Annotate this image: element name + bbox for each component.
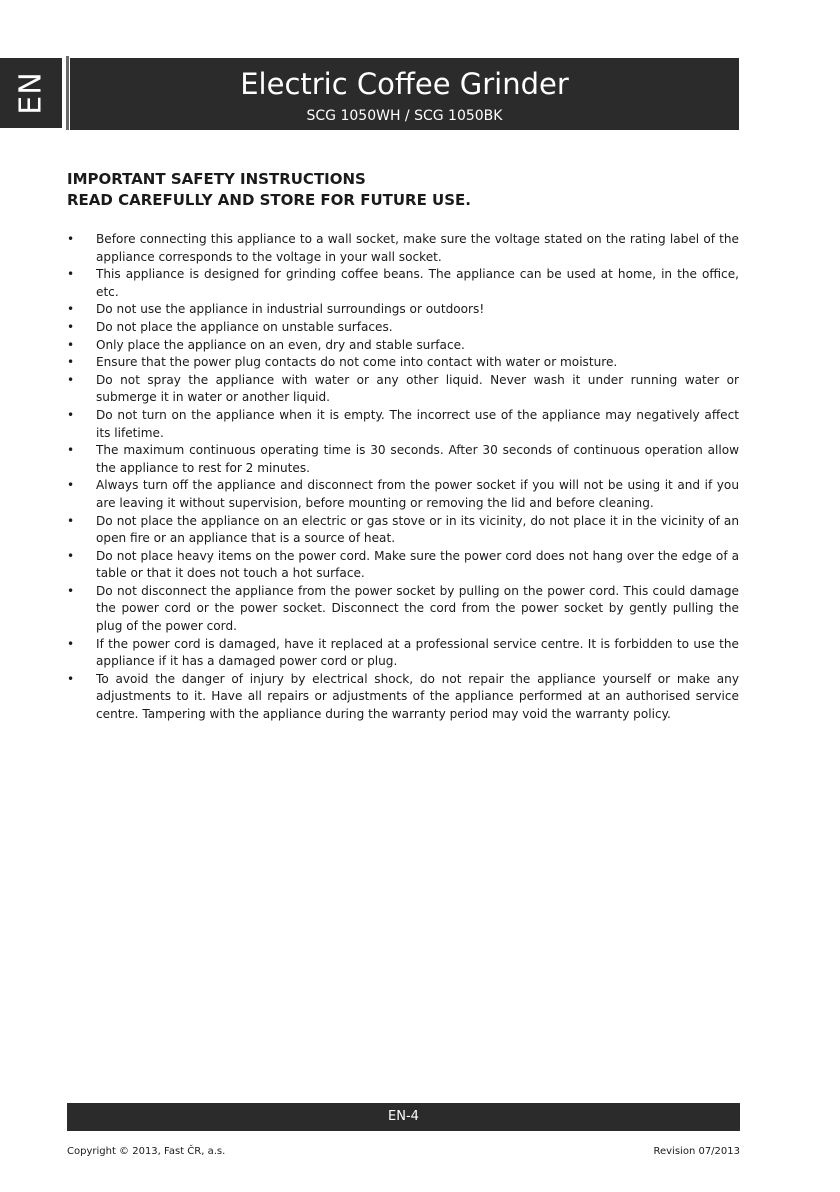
safety-instructions <box>67 169 739 724</box>
list-item-text: Before connecting this appliance to a wall socket, make sure the voltage stated on the rating label of the appliance corresponds to the voltage in your wall socket. <box>96 232 739 264</box>
list-item <box>67 301 739 319</box>
list-item-text: If the power cord is damaged, have it replaced at a professional service centre. It is forbidden to use the appliance if it has a damaged power cord or plug. <box>96 636 739 669</box>
list-item <box>67 671 739 724</box>
list-item <box>67 636 739 671</box>
bullet-icon: • <box>67 355 75 370</box>
heading-read-carefully: READ CAREFULLY AND STORE FOR FUTURE USE. <box>67 191 471 209</box>
list-item-text: Always turn off the appliance and disconnect from the power socket if you will not be using it and if you are leaving it without supervision, before mounting or removing the lid and before cleaning. <box>96 478 739 510</box>
list-item <box>67 583 739 636</box>
list-item-text: Do not place the appliance on unstable surfaces. <box>96 319 393 334</box>
bullet-icon: • <box>67 478 75 493</box>
list-item <box>67 477 739 512</box>
bullet-icon: • <box>67 636 75 651</box>
list-item <box>67 372 739 407</box>
list-item <box>67 548 739 583</box>
list-item <box>67 407 739 442</box>
page-number: EN-4 <box>388 1109 419 1124</box>
list-item <box>67 266 739 301</box>
list-item-text: This appliance is designed for grinding coffee beans. The appliance can be used at home, in the office, etc. <box>96 267 739 299</box>
instruction-list <box>67 231 739 724</box>
bullet-icon: • <box>67 337 75 352</box>
revision-label: Revision 07/2013 <box>653 1146 740 1157</box>
list-item-text: Do not place heavy items on the power cord. Make sure the power cord does not hang over the edge of a table or that it does not touch a hot surface. <box>96 548 739 581</box>
list-item <box>67 231 739 266</box>
list-item <box>67 354 739 372</box>
list-item-text: Do not spray the appliance with water or any other liquid. Never wash it under running water or submerge it in water or another liquid. <box>96 372 739 405</box>
bullet-icon: • <box>67 232 75 246</box>
list-item-text: The maximum continuous operating time is 30 seconds. After 30 seconds of continuous operation allow the appliance to rest for 2 minutes. <box>96 443 739 475</box>
list-item <box>67 337 739 355</box>
list-item-text: Only place the appliance on an even, dry and stable surface. <box>96 337 465 352</box>
list-item-text: Do not turn on the appliance when it is empty. The incorrect use of the appliance may negatively affect its lifetime. <box>96 407 739 440</box>
heading-important-safety: IMPORTANT SAFETY INSTRUCTIONS <box>67 170 366 188</box>
list-item <box>67 513 739 548</box>
list-item <box>67 319 739 337</box>
bullet-icon: • <box>67 407 75 422</box>
tab-divider <box>66 56 69 130</box>
footer-bar <box>67 1103 740 1131</box>
bullet-icon: • <box>67 319 75 334</box>
bullet-icon: • <box>67 443 75 458</box>
list-item-text: Do not use the appliance in industrial surroundings or outdoors! <box>96 302 485 317</box>
bullet-icon: • <box>67 267 75 282</box>
bullet-icon: • <box>67 583 75 598</box>
bullet-icon: • <box>67 372 75 387</box>
language-tab <box>0 58 62 128</box>
list-item <box>67 442 739 477</box>
language-tab-label: EN <box>13 71 49 115</box>
bullet-icon: • <box>67 548 75 563</box>
copyright-notice: Copyright © 2013, Fast ČR, a.s. <box>67 1146 226 1157</box>
list-item-text: Do not disconnect the appliance from the power socket by pulling on the power cord. This could damage the power cord or the power socket. Disconnect the cord from the power socket by gently pulling the plug of the power cord. <box>96 583 739 634</box>
list-item-text: Ensure that the power plug contacts do not come into contact with water or moisture. <box>96 355 618 370</box>
page-title: Electric Coffee Grinder <box>240 67 569 101</box>
header-bar <box>70 58 739 130</box>
bullet-icon: • <box>67 302 75 317</box>
model-subtitle: SCG 1050WH / SCG 1050BK <box>306 108 503 124</box>
bullet-icon: • <box>67 513 75 528</box>
list-item-text: To avoid the danger of injury by electrical shock, do not repair the appliance yourself or make any adjustments to it. Have all repairs or adjustments of the appliance performed at an authorised service centre. Tampering with the appliance during the warranty period may void the warranty policy. <box>96 671 739 722</box>
list-item-text: Do not place the appliance on an electric or gas stove or in its vicinity, do not place it in the vicinity of an open fire or an appliance that is a source of heat. <box>96 513 739 546</box>
bullet-icon: • <box>67 671 75 686</box>
